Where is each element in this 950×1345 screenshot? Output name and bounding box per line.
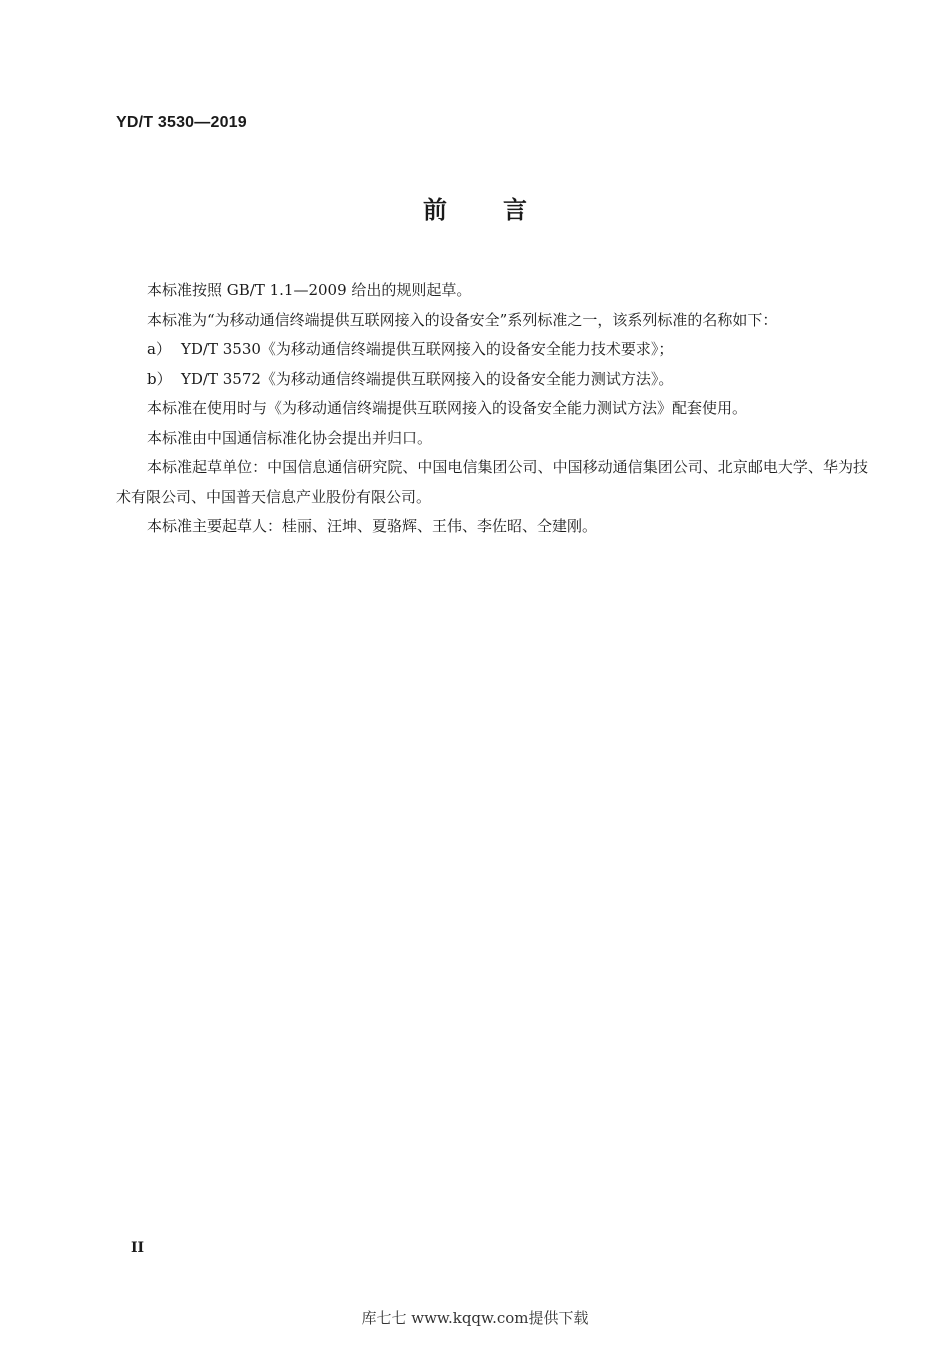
- paragraph-drafting-rules: 本标准按照 GB/T 1.1—2009 给出的规则起草。: [147, 281, 472, 299]
- list-text-a: YD/T 3530《为移动通信终端提供互联网接入的设备安全能力技术要求》；: [181, 340, 674, 358]
- list-text-b: YD/T 3572《为移动通信终端提供互联网接入的设备安全能力测试方法》。: [181, 369, 674, 388]
- foreword-body: [116, 276, 868, 542]
- section-title: 前言: [423, 196, 583, 224]
- paragraph-series-intro: 本标准为“为移动通信终端提供互联网接入的设备安全”系列标准之一，该系列标准的名称如下：: [147, 310, 778, 329]
- download-footer: 库七七 www.kqqw.com提供下载: [361, 1309, 589, 1327]
- page-number: II: [131, 1240, 145, 1256]
- list-item-a: [116, 335, 868, 365]
- list-marker-a: a）: [147, 340, 171, 358]
- paragraph-proposer: 本标准由中国通信标准化协会提出并归口。: [147, 428, 433, 447]
- list-item-b: [116, 365, 868, 395]
- paragraph-usage: 本标准在使用时与《为移动通信终端提供互联网接入的设备安全能力测试方法》配套使用。: [147, 399, 748, 417]
- paragraph-drafters: 本标准主要起草人：桂丽、汪坤、夏骆辉、王伟、李佐昭、仝建刚。: [147, 517, 598, 535]
- list-marker-b: b）: [147, 369, 172, 388]
- document-code: YD/T 3530—2019: [116, 114, 247, 131]
- paragraph-drafting-units: 本标准起草单位：中国信息通信研究院、中国电信集团公司、中国移动通信集团公司、北京邮电大学、华为技术有限公司、中国普天信息产业股份有限公司。: [116, 458, 868, 506]
